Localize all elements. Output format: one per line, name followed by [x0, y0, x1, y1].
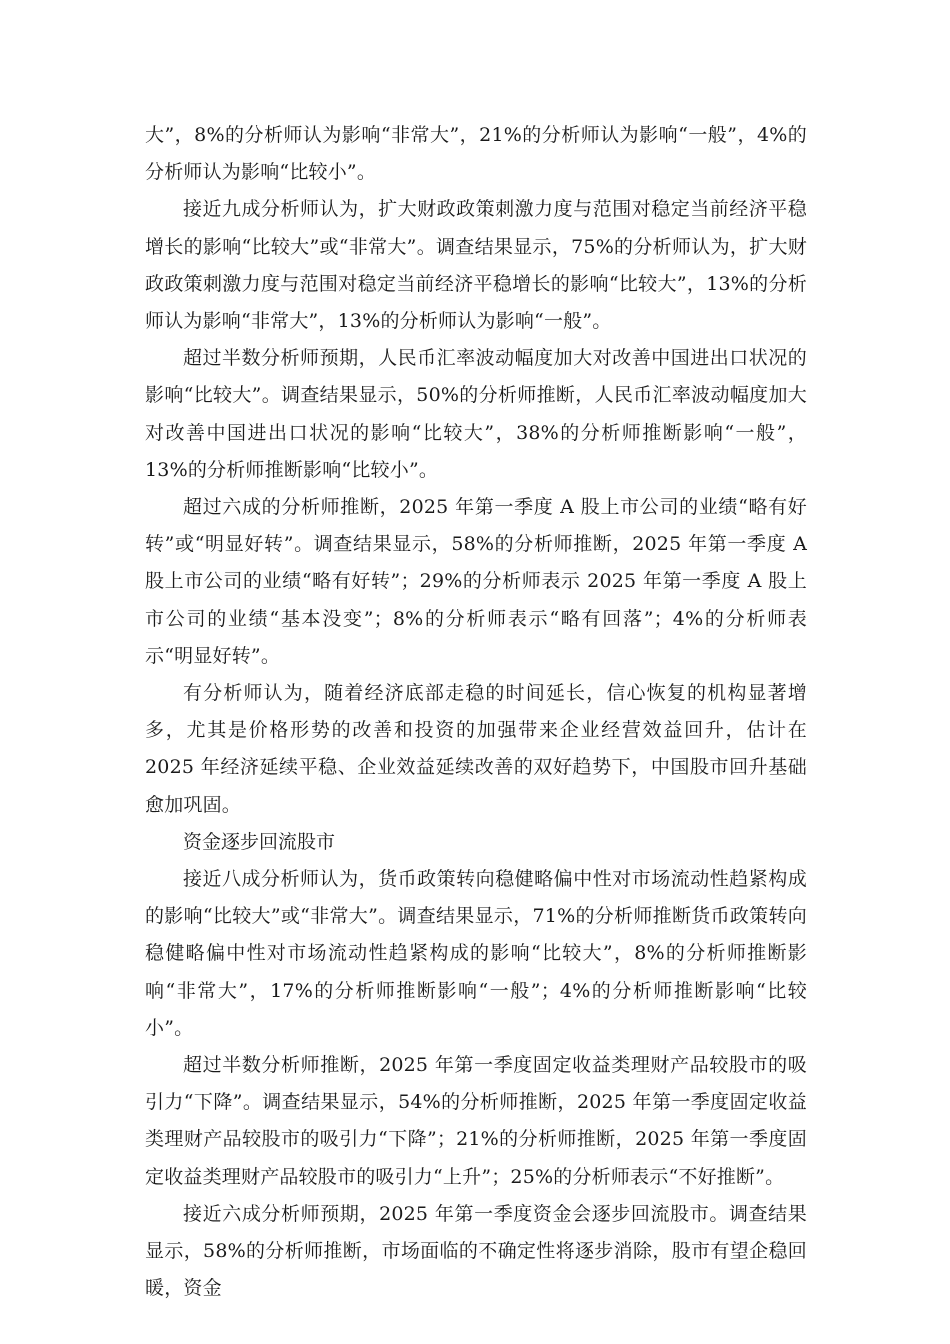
paragraph-a-share-earnings: 超过六成的分析师推断，2025 年第一季度 A 股上市公司的业绩“略有好转”或“明显好转”。调查结果显示，58%的分析师推断，2025 年第一季度 A 股上市公司的业绩“略有好转”；29%的分析师表示 2025 年第一季度 A 股上市公司的业绩“基本没变”；8%的分析师表示“略有回落”；4%的分析师表示“明显好转”。 — [145, 496, 807, 667]
paragraph-exchange-rate: 超过半数分析师预期，人民币汇率波动幅度加大对改善中国进出口状况的影响“比较大”。调查结果显示，50%的分析师推断，人民币汇率波动幅度加大对改善中国进出口状况的影响“比较大”，38%的分析师推断影响“一般”，13%的分析师推断影响“比较小”。 — [145, 347, 807, 481]
paragraph-continued: 大”，8%的分析师认为影响“非常大”，21%的分析师认为影响“一般”，4%的分析师认为影响“比较小”。 — [145, 124, 807, 184]
paragraph-monetary-policy: 接近八成分析师认为，货币政策转向稳健略偏中性对市场流动性趋紧构成的影响“比较大”或“非常大”。调查结果显示，71%的分析师推断货币政策转向稳健略偏中性对市场流动性趋紧构成的影响“比较大”，8%的分析师推断影响“非常大”，17%的分析师推断影响“一般”；4%的分析师推断影响“比较小”。 — [145, 868, 807, 1039]
paragraph-analyst-view: 有分析师认为，随着经济底部走稳的时间延长，信心恢复的机构显著增多，尤其是价格形势的改善和投资的加强带来企业经营效益回升，估计在 2025 年经济延续平稳、企业效益延续改善的双好趋势下，中国股市回升基础愈加巩固。 — [145, 682, 807, 816]
paragraph-fixed-income: 超过半数分析师推断，2025 年第一季度固定收益类理财产品较股市的吸引力“下降”。调查结果显示，54%的分析师推断，2025 年第一季度固定收益类理财产品较股市的吸引力“下降”；21%的分析师推断，2025 年第一季度固定收益类理财产品较股市的吸引力“上升”；25%的分析师表示“不好推断”。 — [145, 1054, 807, 1188]
paragraph-fund-return: 接近六成分析师预期，2025 年第一季度资金会逐步回流股市。调查结果显示，58%的分析师推断，市场面临的不确定性将逐步消除，股市有望企稳回暖，资金 — [145, 1202, 807, 1300]
article-body — [145, 117, 807, 1308]
section-heading: 资金逐步回流股市 — [183, 830, 336, 853]
paragraph-fiscal-policy: 接近九成分析师认为，扩大财政政策刺激力度与范围对稳定当前经济平稳增长的影响“比较大”或“非常大”。调查结果显示，75%的分析师认为，扩大财政政策刺激力度与范围对稳定当前经济平稳增长的影响“比较大”，13%的分析师认为影响“非常大”，13%的分析师认为影响“一般”。 — [145, 198, 807, 333]
